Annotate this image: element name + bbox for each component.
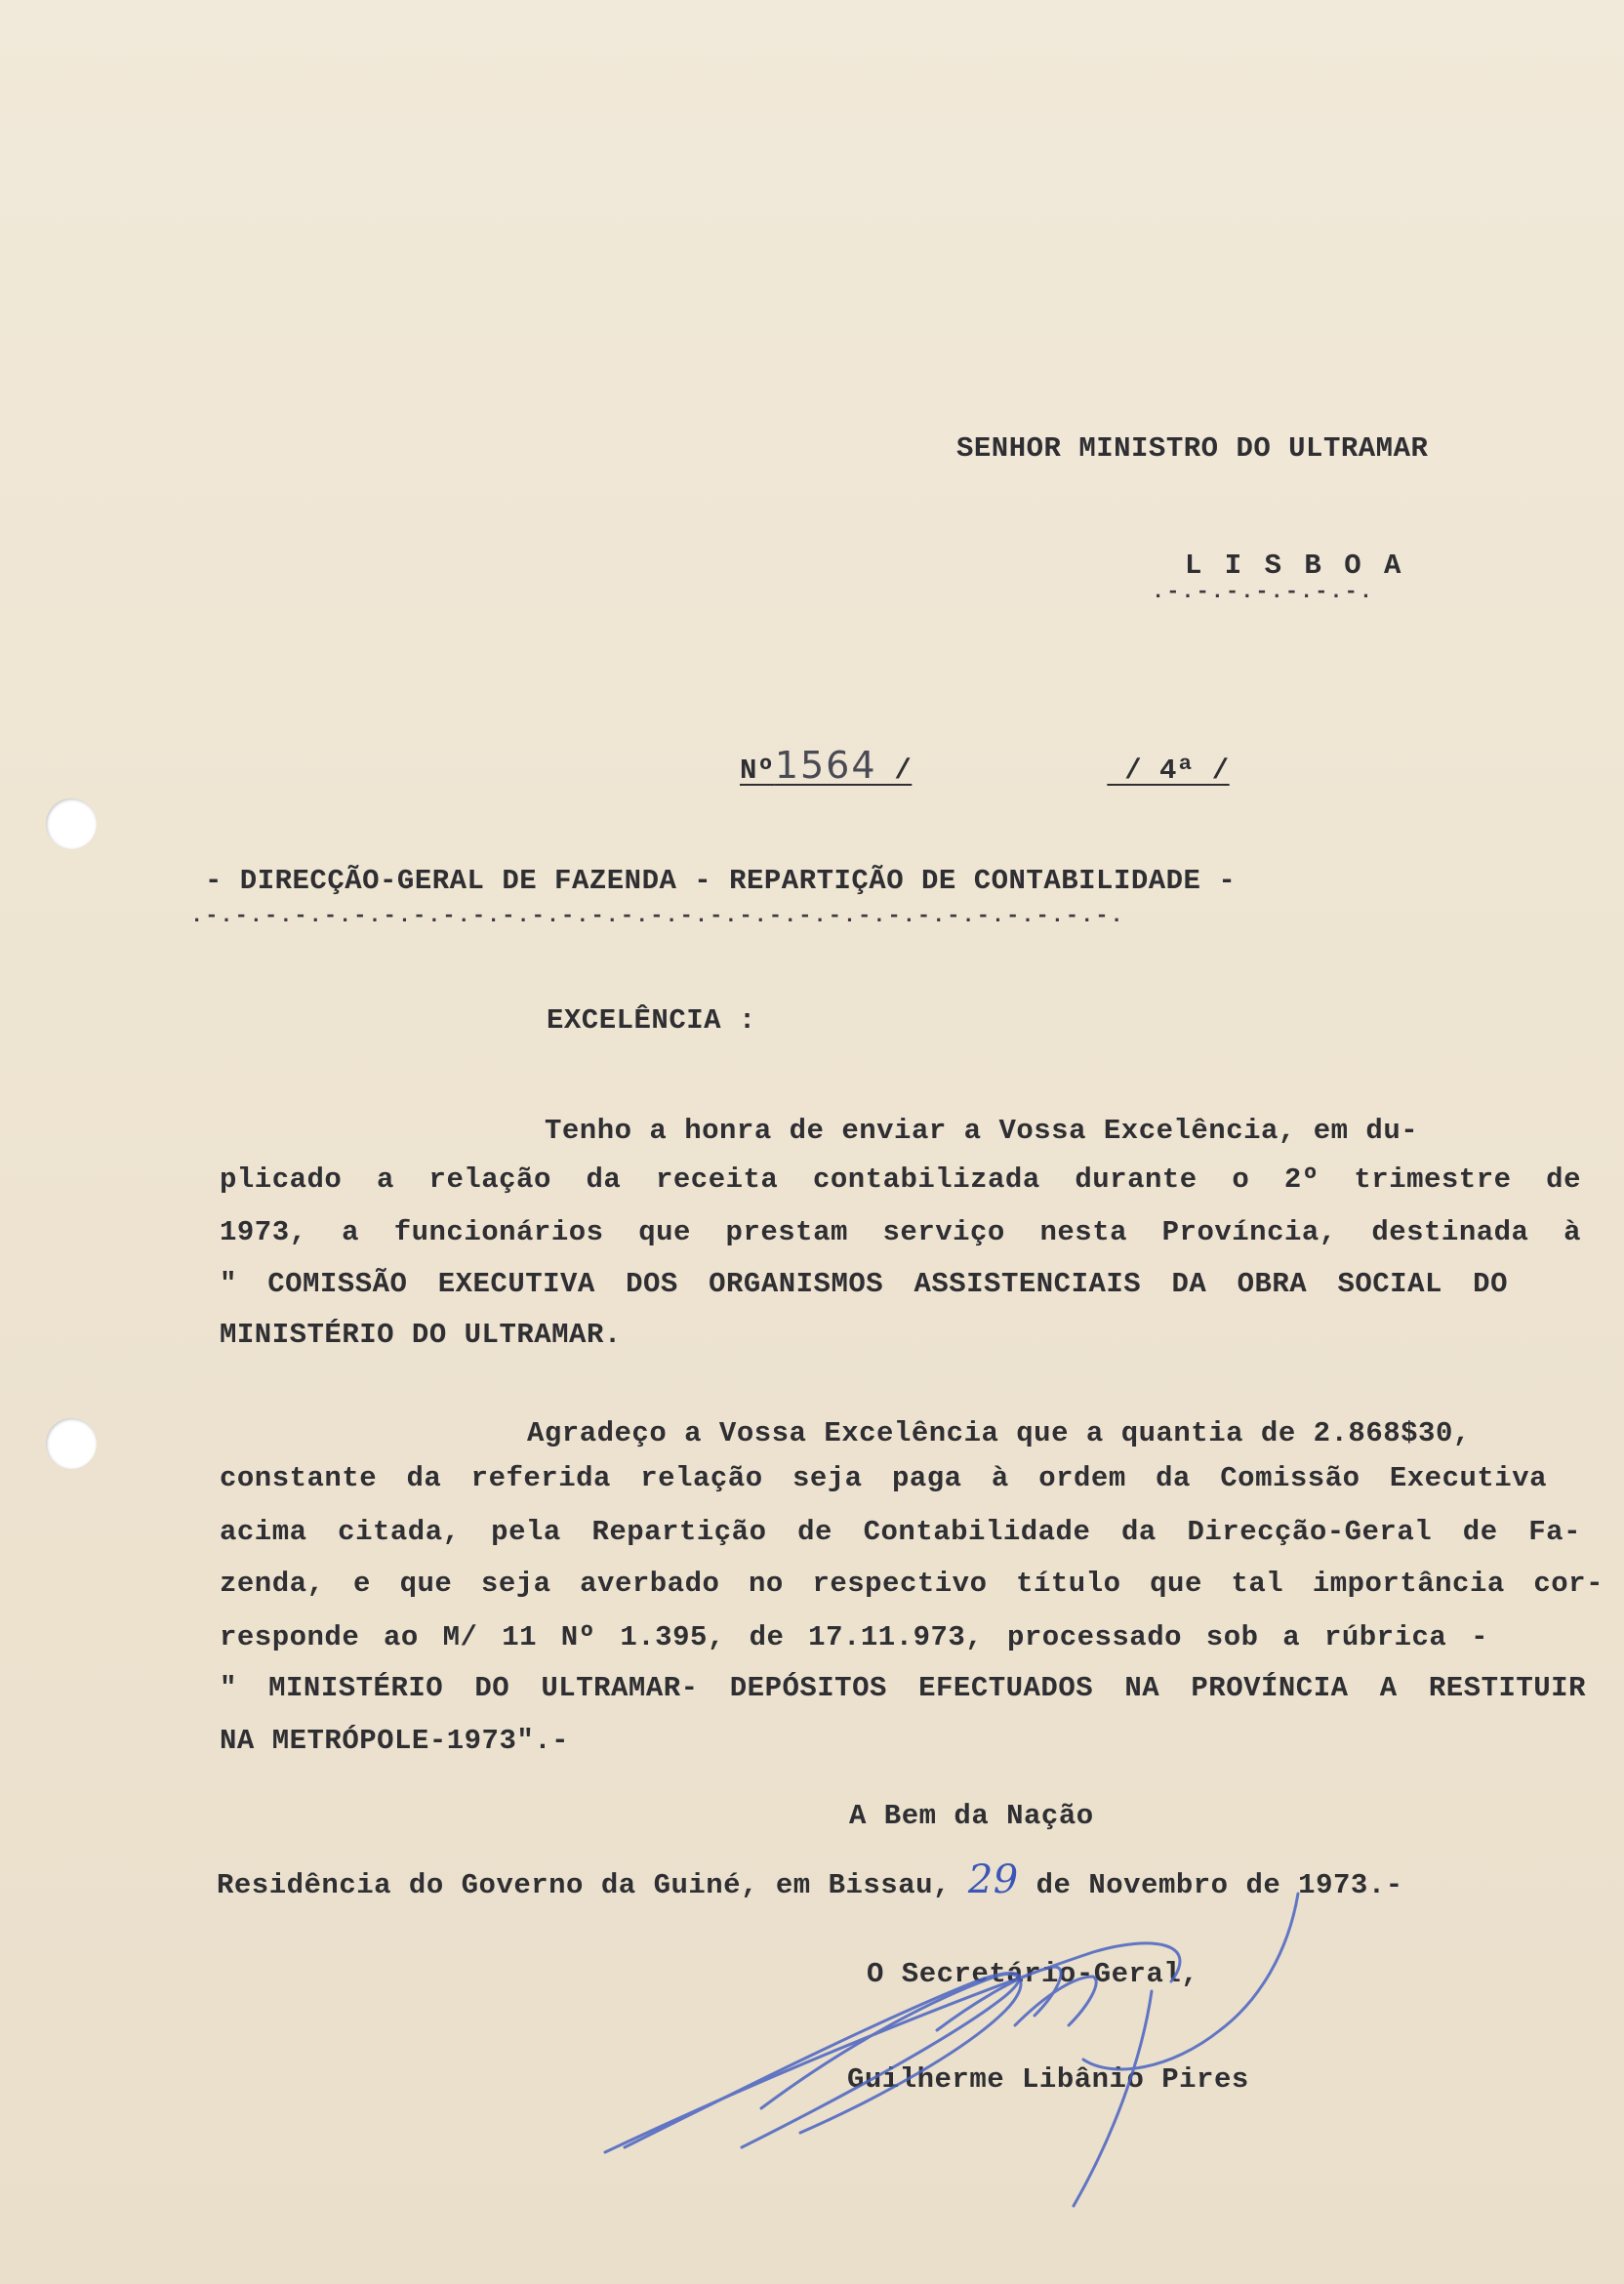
- closing-day-handwritten: 29: [967, 1857, 1019, 1902]
- city-underline: .-.-.-.-.-.-.-.: [1152, 580, 1375, 604]
- paragraph1-line5: MINISTÉRIO DO ULTRAMAR.: [220, 1319, 622, 1351]
- paragraph1-line1: Tenho a honra de enviar a Vossa Excelência, em du-: [545, 1115, 1419, 1147]
- department-title: - DIRECÇÃO-GERAL DE FAZENDA - REPARTIÇÃO DE CONTABILIDADE -: [205, 865, 1237, 897]
- paragraph2-line1: Agradeço a Vossa Excelência que a quantia de 2.868$30,: [527, 1417, 1471, 1449]
- paragraph2-line3: acima citada, pela Repartição de Contabilidade da Direcção-Geral de Fa-: [220, 1516, 1581, 1548]
- punch-hole: [46, 798, 97, 849]
- closing-place: Residência do Governo da Guiné, em Bissau,: [217, 1869, 951, 1901]
- signatory-title: O Secretário-Geral,: [867, 1958, 1199, 1990]
- reference-sep1: /: [876, 755, 913, 787]
- signatory-name: Guilherme Libânio Pires: [847, 2063, 1249, 2096]
- addressee: SENHOR MINISTRO DO ULTRAMAR: [956, 432, 1429, 465]
- reference-prefix: Nº: [740, 755, 775, 787]
- paragraph1-line3: 1973, a funcionários que prestam serviço nesta Província, destinada à: [220, 1216, 1581, 1248]
- reference-number-value: 1564: [774, 744, 877, 787]
- paragraph1-line4: " COMISSÃO EXECUTIVA DOS ORGANISMOS ASSISTENCIAIS DA OBRA SOCIAL DO: [220, 1268, 1508, 1300]
- city: L I S B O A: [1185, 550, 1404, 582]
- department-underline: .-.-.-.-.-.-.-.-.-.-.-.-.-.-.-.-.-.-.-.-.-.-.-.-.-.-.-.-.-.-.-.: [190, 904, 1125, 928]
- paragraph2-line2: constante da referida relação seja paga à ordem da Comissão Executiva: [220, 1462, 1547, 1494]
- closing-motto: A Bem da Nação: [849, 1800, 1094, 1832]
- paragraph2-line7: NA METRÓPOLE-1973".-: [220, 1725, 570, 1757]
- closing-date: de Novembro de 1973.-: [1035, 1869, 1403, 1901]
- paragraph2-line6: " MINISTÉRIO DO ULTRAMAR- DEPÓSITOS EFECTUADOS NA PROVÍNCIA A RESTITUIR: [220, 1672, 1586, 1704]
- reference-sep2: / 4ª /: [1107, 755, 1230, 787]
- punch-hole: [46, 1418, 97, 1469]
- paragraph1-line2: plicado a relação da receita contabilizada durante o 2º trimestre de: [220, 1163, 1581, 1196]
- paragraph2-line4: zenda, e que seja averbado no respectivo título que tal importância cor-: [220, 1568, 1604, 1600]
- paragraph2-line5: responde ao M/ 11 Nº 1.395, de 17.11.973, processado sob a rúbrica -: [220, 1621, 1488, 1653]
- salutation: EXCELÊNCIA :: [547, 1004, 756, 1037]
- closing-place-date: [217, 1857, 1403, 1903]
- reference-number: [740, 744, 1230, 789]
